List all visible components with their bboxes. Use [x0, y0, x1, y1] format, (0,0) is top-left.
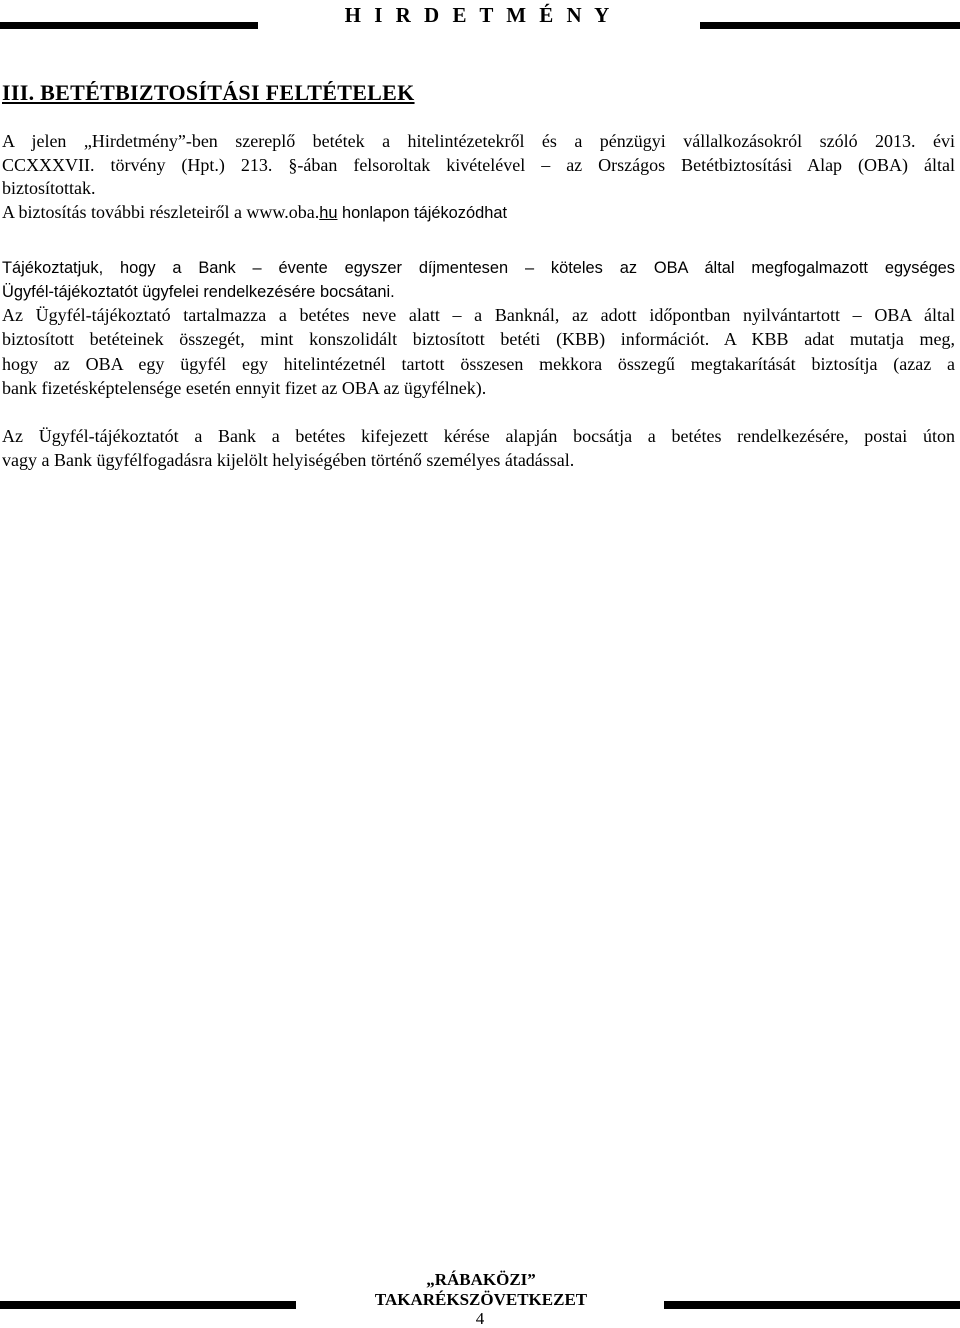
website-text: A biztosítás további részleteiről a www.oba.: [2, 201, 320, 222]
paragraph-customer-info: [2, 256, 955, 304]
paragraph-line: hogy az OBA egy ügyfél egy hitelintézetnél tartott összesen mekkora összegű megtakarítását biztosítja (azaz a: [2, 353, 955, 374]
footer-name-line: „RÁBAKÖZI”: [426, 1270, 536, 1289]
paragraph-line: vagy a Bank ügyfélfogadásra kijelölt helyiségében történő személyes átadással.: [2, 450, 575, 471]
footer-rule-left: [0, 1301, 296, 1309]
website-suffix: honlapon tájékozódhat: [337, 203, 507, 222]
header-rule-left: [0, 22, 258, 29]
website-link[interactable]: hu: [319, 203, 338, 222]
paragraph-line: Az Ügyfél-tájékoztatót a Bank a betétes kifejezett kérése alapján bocsátja a betétes rendelkezésére, postai úton: [2, 426, 955, 446]
paragraph-line: Ügyfél-tájékoztatót ügyfelei rendelkezésére bocsátani.: [2, 283, 395, 301]
paragraph-line: Az Ügyfél-tájékoztató tartalmazza a betétes neve alatt – a Banknál, az adott időpontban nyilvántartott – OBA által: [2, 305, 955, 325]
paragraph-deposit-insurance: [2, 130, 955, 225]
paragraph-line: bank fizetésképtelensége esetén ennyit fizet az OBA az ügyfélnek).: [2, 377, 487, 398]
paragraph-line: A jelen „Hirdetmény”-ben szereplő betétek a hitelintézetekről és a pénzügyi vállalkozásokról szóló 2013. évi: [2, 131, 955, 151]
header-rule-right: [700, 22, 960, 29]
section-title: III. BETÉTBIZTOSÍTÁSI FELTÉTELEK: [2, 80, 415, 105]
paragraph-line: biztosított betéteinek összegét, mint konszolidált biztosított betéti (KBB) információt. A KBB adat mutatja meg,: [2, 329, 955, 350]
paragraph-kbb-info: [2, 303, 955, 400]
document-title: H I R D E T M É N Y: [344, 3, 614, 27]
paragraph-line: biztosítottak.: [2, 178, 96, 198]
paragraph-line: Tájékoztatjuk, hogy a Bank – évente egyszer díjmentesen – köteles az OBA által megfogalmazott egységes: [2, 259, 955, 277]
paragraph-line: CCXXXVII. törvény (Hpt.) 213. §-ában felsoroltak kivételével – az Országos Betétbiztosítási Alap (OBA) által: [2, 154, 955, 175]
footer-company-name: [296, 1270, 666, 1310]
footer-name-line: TAKARÉKSZÖVETKEZET: [374, 1290, 588, 1309]
paragraph-line-website: [2, 201, 955, 226]
footer-rule-right: [664, 1301, 960, 1309]
page-number: 4: [475, 1309, 485, 1328]
paragraph-delivery: [2, 424, 955, 473]
